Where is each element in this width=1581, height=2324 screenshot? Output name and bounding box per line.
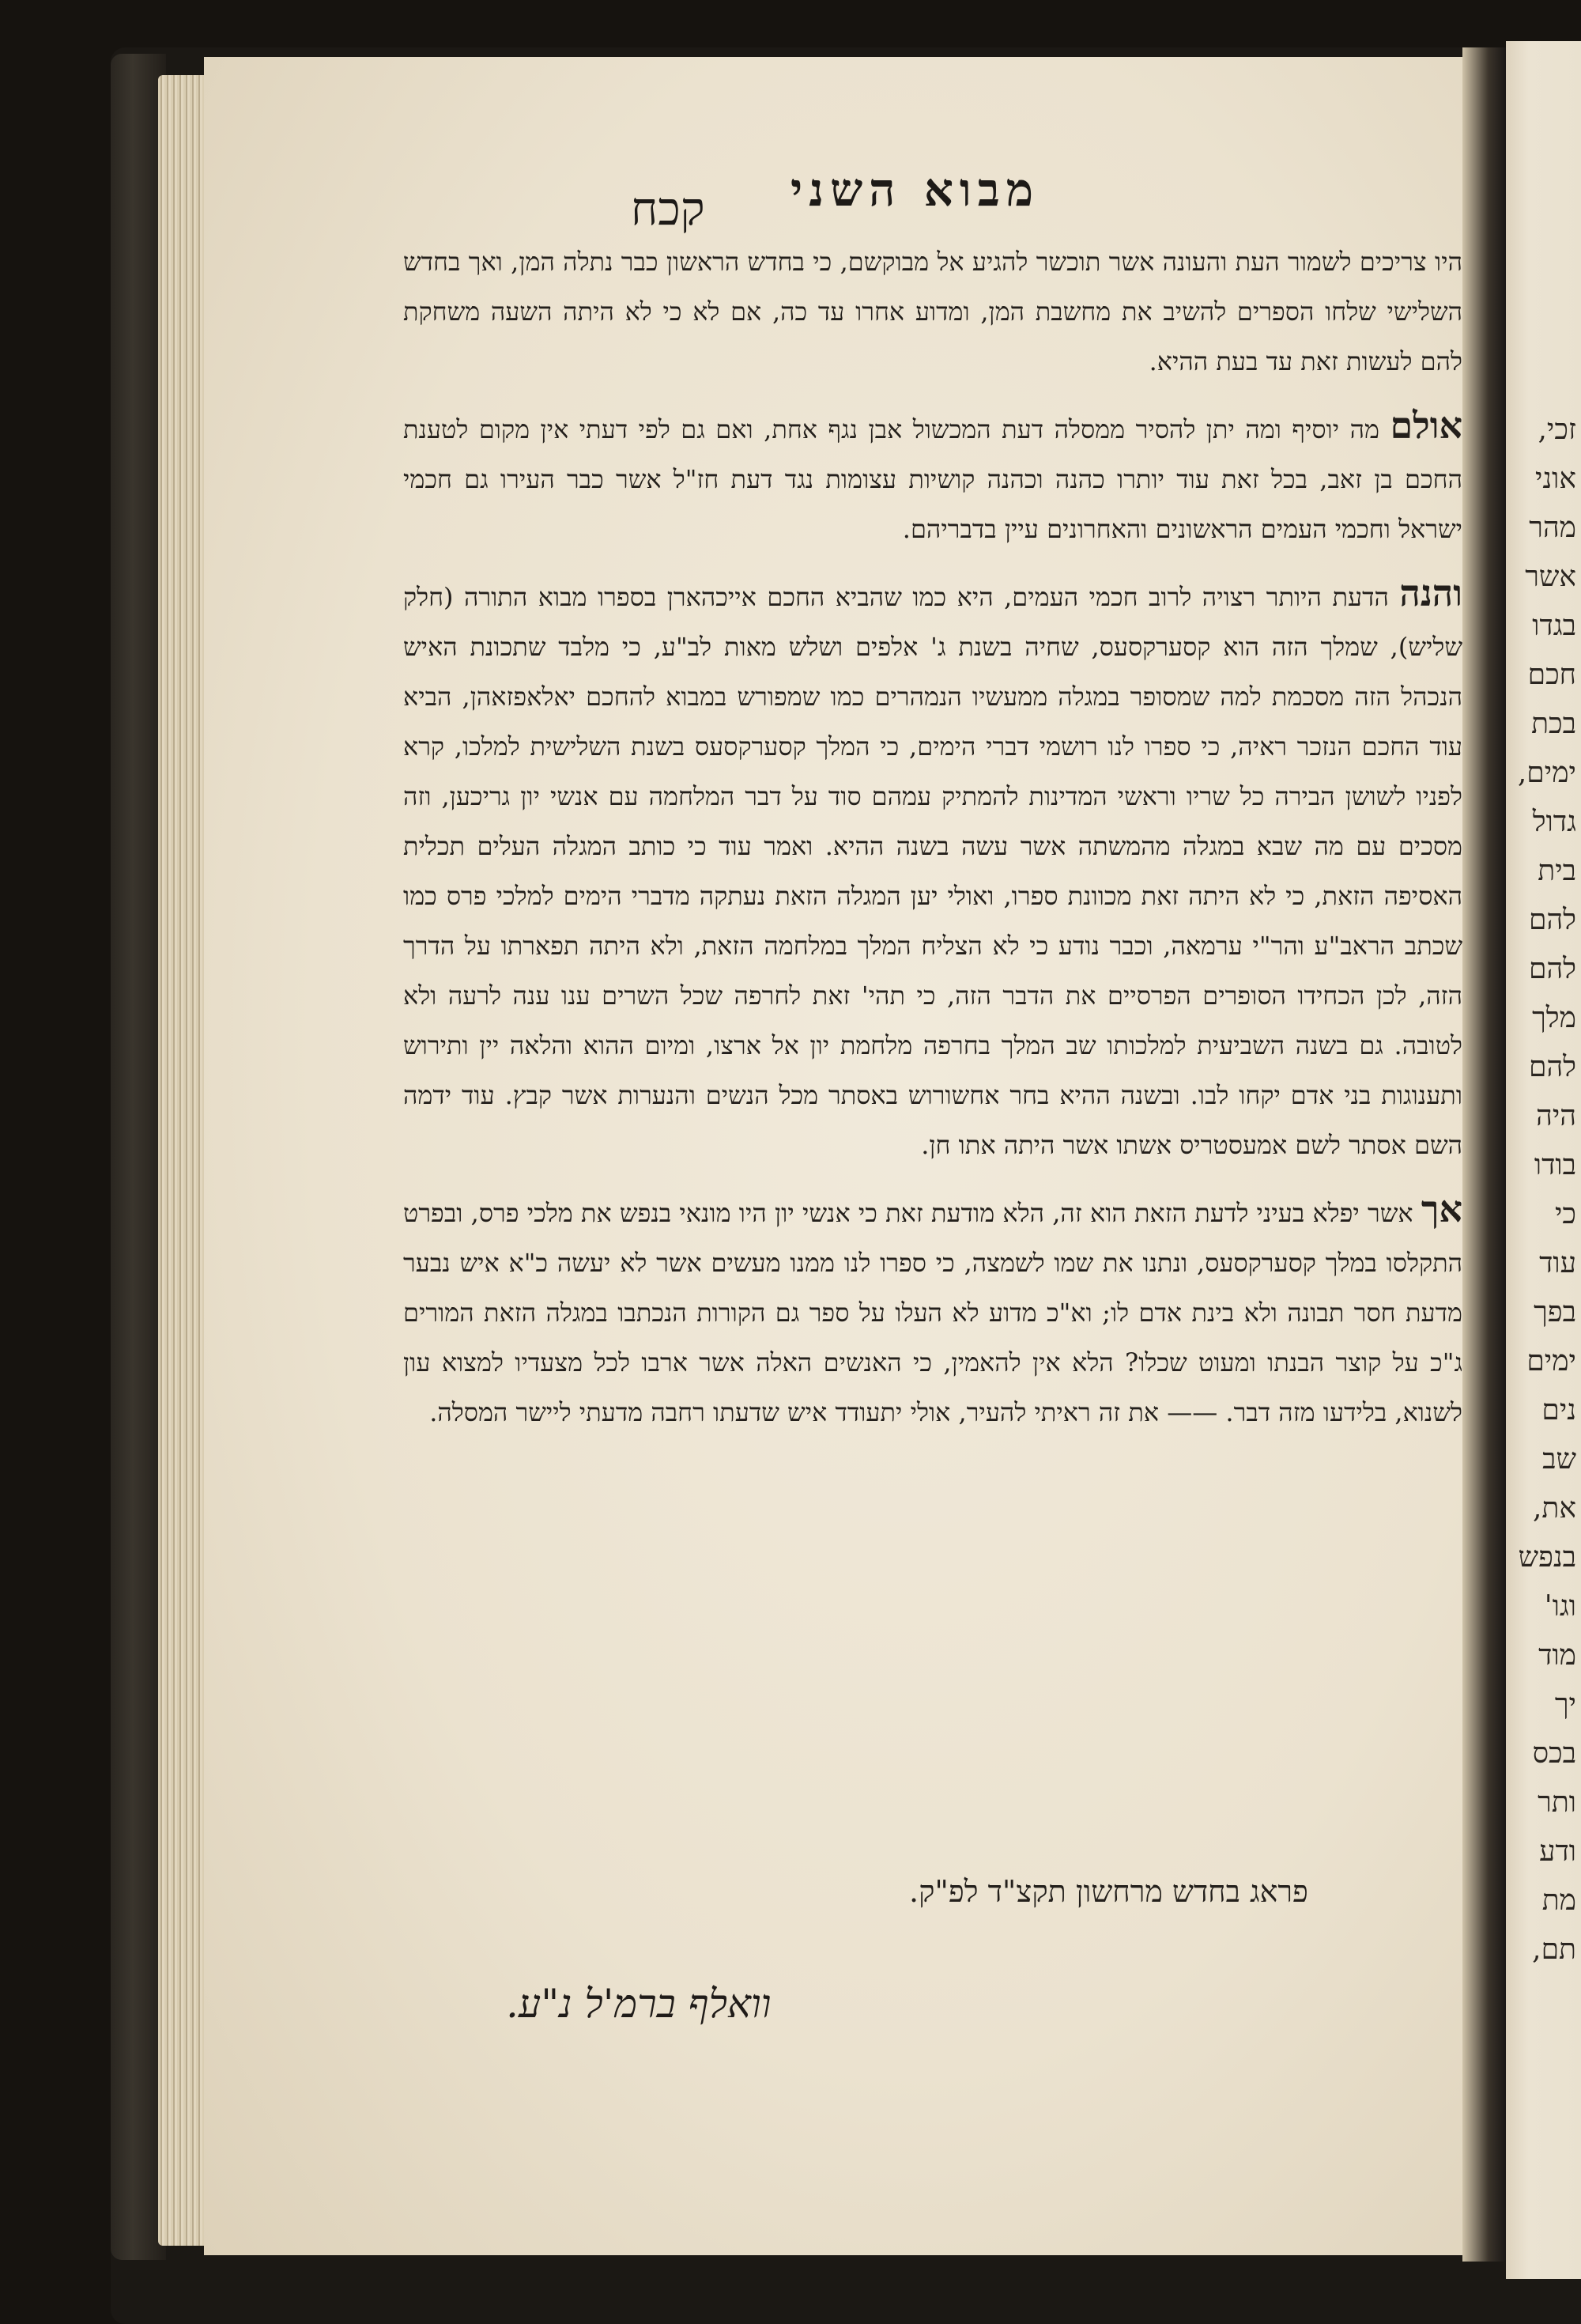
body-text [403, 237, 1462, 1452]
paragraph-lead-word: אך [1421, 1188, 1463, 1230]
facing-page-fragment: מלך [1532, 1002, 1576, 1034]
paragraph [403, 1185, 1462, 1438]
facing-page-fragment: בכת [1531, 708, 1576, 740]
facing-page [1506, 41, 1581, 2279]
author-signature: וואלף ברמ'ל נ"ע. [506, 1981, 772, 2027]
paragraph-lead-word: אולם [1390, 404, 1463, 447]
paragraph-text: מה יוסיף ומה יתן להסיר ממסלה דעת המכשול אבן נגף אחת, ואם גם לפי דעתי אין מקום לטענת החכם בן זאב, בכל זאת עוד יותרו כהנה וכהנה קושיות עצומות נגד דעת חז"ל אשר כבר העירו גם חכמי ישראל וחכמי העמים הראשונים והאחרונים עיין בדבריהם. [403, 414, 1462, 544]
facing-page-fragment: אשר [1525, 561, 1576, 593]
facing-page-fragment: בכס [1532, 1737, 1576, 1770]
facing-page-fragment: זכי, [1538, 414, 1576, 446]
page-header [237, 158, 1462, 245]
facing-page-fragment: בית [1538, 855, 1576, 887]
facing-page-fragment: את, [1532, 1492, 1576, 1525]
facing-page-fragment: ודע [1539, 1835, 1576, 1868]
paragraph-text: היו צריכים לשמור העת והעונה אשר תוכשר להגיע אל מבוקשם, כי בחדש הראשון כבר נתלה המן, ואך בחדש השלישי שלחו הספרים להשיב את מחשבת המן, ומדוע אחרו עד כה, אם לא כי לא היתה השעה משחקת להם לעשות זאת עד בעת ההיא. [403, 247, 1462, 376]
facing-page-fragment: יך [1554, 1688, 1576, 1721]
paragraph-text: אשר יפלא בעיני לדעת הזאת הוא זה, הלא מודעת זאת כי אנשי יון היו מונאי בנפש את מלכי פרס, ובפרט התקלסו במלך קסערקסעס, ונתנו את שמו לשמצה, כי ספרו לנו ממנו מעשים אשר לא יעשה כ"א איש נבער מדעת חסר תבונה ולא בינת אדם לו; וא"כ מדוע לא העלו על ספר גם הקורות הנכתבו במגלה הזאת המורים ג"כ על קוצר הבנתו ומעוט שכלו? הלא אין להאמין, כי האנשים האלה אשר ארבו לכל מצעדיו למצוא עון לשנוא, בלידעו מזה דבר. —— את זה ראיתי להעיר, אולי יתעודד איש שדעתו רחבה מדעתי ליישר המסלה. [403, 1198, 1463, 1427]
facing-page-fragment: להם [1528, 1051, 1576, 1083]
facing-page-fragment: ימים [1526, 1345, 1576, 1377]
facing-page-fragment: היה [1536, 1100, 1576, 1132]
page-gutter [1462, 47, 1510, 2262]
paragraph-lead-word: והנה [1399, 572, 1463, 614]
facing-page-fragment: להם [1528, 953, 1576, 985]
facing-page-fragment: בודו [1534, 1149, 1576, 1181]
facing-page-fragment: מהר [1529, 512, 1576, 544]
paragraph [403, 401, 1462, 554]
paragraph [403, 569, 1462, 1170]
paragraph-text: הדעת היותר רצויה לרוב חכמי העמים, היא כמו שהביא החכם אייכהארן בספרו מבוא התורה (חלק שליש), שמלך הזה הוא קסערקסעס, שחיה בשנת ג' אלפים ושלש מאות לב"ע, כי מלבד שתכונת האיש הנכהל הזה מסכמת למה שמסופר במגלה ממעשיו הנמהרים כמו שמפורש במבוא להחכם יאלאפזאהן, הביא עוד החכם הנזכר ראיה, כי ספרו לנו רושמי דברי הימים, כי המלך קסערקסעס בשנת השלישית למלכו, קרא לפניו לשושן הבירה כל שריו וראשי המדינות להמתיק עמהם סוד על דבר המלחמה עם אנשי יון גריכען, וזה מסכים עם מה שבא במגלה מהמשתה אשר עשה בשנה ההיא. ואמר עוד כי כותב המגלה העלים תכלית האסיפה הזאת, כי לא היתה זאת מכוונת ספרו, ואולי יען המגלה הזאת נעתקה מדברי הימים למלכי פרס כמו שכתב הראב"ע והר"י ערמאה, וכבר נודע כי לא הצליח המלך במלחמה הזאת, ולא היתה תפארתו על הדרך הזה, לכן הכחידו הסופרים הפרסיים את הדבר הזה, כי תהי' זאת לחרפה שכל השרים ענו ענה לרעה ולא לטובה. גם בשנה השביעית למלכותו שב המלך בחרפה מלחמת יון אל ארצו, ומיום ההוא והלאה יין ותירוש ותענוגות בני אדם יקחו לבו. ובשנה ההיא בחר אחשורוש באסתר מכל הנשים והנערות אשר קבץ. עוד ידמה השם אסתר לשם אמעסטריס אשתו אשר היתה אתו חן. [403, 582, 1463, 1160]
facing-page-fragment: מוד [1538, 1639, 1576, 1672]
facing-page-fragment: בגדו [1532, 610, 1576, 642]
facing-page-fragment: ותר [1538, 1786, 1576, 1819]
facing-page-fragment: גדול [1532, 806, 1576, 838]
date-line: פראג בחדש מרחשון תקצ"ד לפ"ק. [909, 1874, 1308, 1909]
facing-page-fragment: חכם [1527, 659, 1576, 691]
page-title: מבוא השני [790, 163, 1040, 217]
paragraph [403, 237, 1462, 387]
page-number: קכח [631, 182, 705, 236]
facing-page-fragment: תם, [1532, 1933, 1576, 1966]
facing-page-fragment: כי [1554, 1198, 1576, 1230]
facing-page-fragment: בנפש [1518, 1541, 1576, 1574]
facing-page-fragment: ימים, [1517, 757, 1576, 789]
facing-page-fragment: מת [1541, 1884, 1576, 1917]
facing-page-fragment: עוד [1539, 1247, 1576, 1279]
facing-page-fragment: בפך [1534, 1296, 1576, 1328]
facing-page-fragment: להם [1528, 904, 1576, 936]
facing-page-fragment: אוני [1535, 463, 1576, 495]
facing-page-fragment: וגו' [1544, 1590, 1576, 1623]
facing-page-fragment: נים [1541, 1394, 1576, 1427]
facing-page-fragment: שב [1542, 1443, 1576, 1476]
